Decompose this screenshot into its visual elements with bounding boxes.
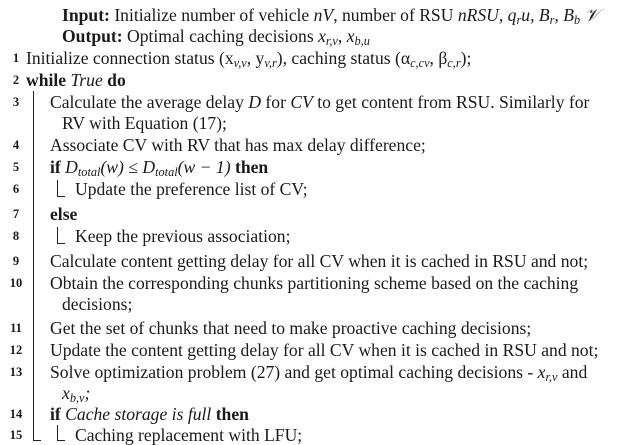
output-x2: x [346,26,355,46]
algo-line-11: Get the set of chunks that need to make proactive caching decisions; [50,318,532,338]
line-number: 10 [9,276,23,290]
line-5-arg2: (w − 1) [177,157,231,177]
algo-line-3 [50,92,589,112]
algo-line-3-cont: RV with Equation (17); [62,113,227,133]
input-br-sub: r [549,13,555,27]
keyword-do: do [107,70,126,90]
line-number: 1 [12,51,20,65]
input-bb-sub: b [573,13,581,27]
output-label: Output: [62,26,123,46]
input-line [62,5,599,25]
line-1-sub1: v,v [233,56,247,70]
keyword-while: while [26,70,67,90]
output-x2-sub: b,u [354,34,370,48]
line-3-b: for [261,92,291,112]
line-1-t5: ); [460,48,472,68]
line-13-cont-end: ; [84,383,91,403]
algo-line-10: Obtain the corresponding chunks partitioning scheme based on the caching [50,273,579,293]
line-number: 4 [12,138,20,152]
algo-line-1 [26,48,471,68]
input-nv: nV [313,5,334,25]
line-number: 3 [12,95,20,109]
line-13-x1-sub: r,v [545,370,558,384]
algo-line-2 [26,70,126,90]
algo-line-5 [50,157,268,177]
line-1-sub2: v,r [264,56,277,70]
input-nrsu: nRSU [457,5,499,25]
line-number: 6 [12,182,20,196]
input-v: 𝒱 [580,5,600,25]
line-number: 7 [12,207,20,221]
line-3-c: to get content from RSU. Similarly for [312,92,590,112]
line-number: 5 [12,160,20,174]
line-number: 11 [10,321,22,335]
line-13-and: and [557,362,588,382]
line-3-d: D [248,92,262,112]
input-u-b: u, B [521,5,550,25]
algo-line-12: Update the content getting delay for all CV when it is cached in RSU and not; [50,340,599,360]
keyword-then: then [234,157,269,177]
line-5-d1: D [65,157,78,177]
while-block-end [33,440,41,441]
while-block-bar [33,91,34,440]
input-mid: , number of RSU [333,5,454,25]
input-bb: , B [554,5,574,25]
line-1-sub4: c,r [447,56,461,70]
line-1-t3: ), caching status (α [276,48,411,68]
algo-line-9: Calculate content getting delay for all CV when it is cached in RSU and not; [50,251,589,271]
while-condition: True [70,70,103,90]
line-13-cont-sub: b,v [69,391,85,405]
keyword-then: then [215,404,249,424]
line-number: 9 [12,254,20,268]
line-5-arg1: (w) ≤ [100,157,143,177]
else-block-bar [57,227,58,243]
keyword-if: if [50,157,61,177]
line-1-text: Initialize connection status (x [26,48,234,68]
keyword-else: else [50,204,78,224]
output-line [62,26,370,46]
algo-line-15: Caching replacement with LFU; [75,425,303,445]
line-number: 2 [12,73,20,87]
line-13-x1: x [537,362,546,382]
algo-line-7 [50,204,77,224]
line-1-t4: , β [429,48,448,68]
algo-line-8: Keep the previous association; [75,226,291,246]
line-number: 14 [9,407,23,421]
output-x1-sub: r,v [325,34,338,48]
line-number: 13 [9,365,23,379]
input-label: Input: [62,5,110,25]
input-text: Initialize number of vehicle [114,5,310,25]
output-x1: x [318,26,326,46]
line-1-t2: , y [246,48,265,68]
line-5-sub1: total [77,165,101,179]
output-sep: , [337,26,347,46]
input-q: , q [498,5,517,25]
if-block-bar [57,180,58,196]
line-1-sub3: c,cv [410,56,430,70]
else-block-end [57,243,65,244]
input-q-sub: r [516,13,522,27]
algo-line-6: Update the preference list of CV; [75,179,308,199]
if-condition: Cache storage is full [65,404,212,424]
keyword-if: if [50,404,61,424]
algo-line-13 [50,362,587,382]
algo-line-10-cont: decisions; [62,294,133,314]
line-number: 12 [9,343,23,357]
line-number: 8 [12,229,20,243]
algo-line-4: Associate CV with RV that has max delay difference; [50,135,426,155]
line-5-d2: D [142,157,156,177]
line-5-sub2: total [155,165,178,179]
output-text: Optimal caching decisions [127,26,314,46]
line-13-text: Solve optimization problem (27) and get optimal caching decisions - [50,362,538,382]
line-3-a: Calculate the average delay [50,92,249,112]
if-block-end [57,196,65,197]
line-13-cont-x: x [62,383,70,403]
line-number: 15 [9,428,23,442]
line-3-cv: CV [290,92,313,112]
